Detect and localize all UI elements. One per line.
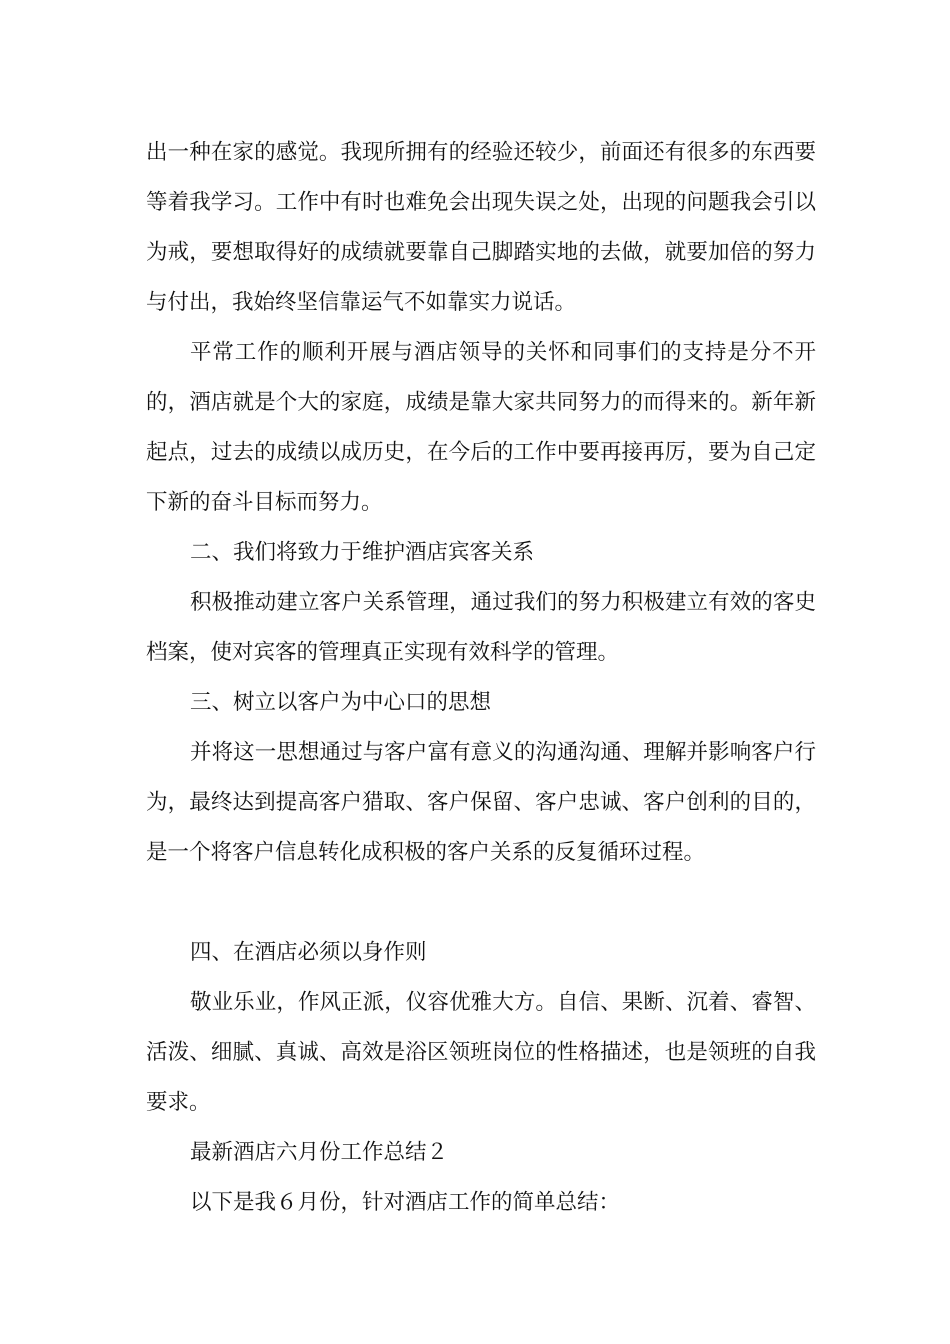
paragraph-conduct: 敬业乐业，作风正派，仪容优雅大方。自信、果断、沉着、睿智、活泼、细腻、真诚、高效是浴区领班岗位的性格描述，也是领班的自我要求。 <box>146 990 816 1115</box>
section-heading-2: 二、我们将致力于维护酒店宾客关系 <box>190 540 535 565</box>
blank-line <box>146 878 816 928</box>
document-subtitle: 最新酒店六月份工作总结２ <box>190 1140 449 1165</box>
section-heading-3: 三、树立以客户为中心口的思想 <box>190 690 492 715</box>
paragraph-customer-relations: 积极推动建立客户关系管理，通过我们的努力积极建立有效的客史档案，使对宾客的管理真正实现有效科学的管理。 <box>146 590 816 665</box>
paragraph-teamwork: 平常工作的顺利开展与酒店领导的关怀和同事们的支持是分不开的，酒店就是个大的家庭，成绩是靠大家共同努力的而得来的。新年新起点，过去的成绩以成历史，在今后的工作中要再接再厉，要为自己定下新的奋斗目标而努力。 <box>146 340 816 515</box>
section-heading-4: 四、在酒店必须以身作则 <box>190 940 427 965</box>
paragraph-continuation: 出一种在家的感觉。我现所拥有的经验还较少，前面还有很多的东西要等着我学习。工作中有时也难免会出现失误之处，出现的问题我会引以为戒，要想取得好的成绩就要靠自己脚踏实地的去做，就要加倍的努力与付出，我始终坚信靠运气不如靠实力说话。 <box>146 140 816 315</box>
document-body <box>146 128 816 1228</box>
paragraph-customer-centric: 并将这一思想通过与客户富有意义的沟通沟通、理解并影响客户行为，最终达到提高客户猎取、客户保留、客户忠诚、客户创利的目的，是一个将客户信息转化成积极的客户关系的反复循环过程。 <box>146 740 816 865</box>
paragraph-summary-intro: 以下是我６月份，针对酒店工作的简单总结： <box>190 1190 621 1215</box>
